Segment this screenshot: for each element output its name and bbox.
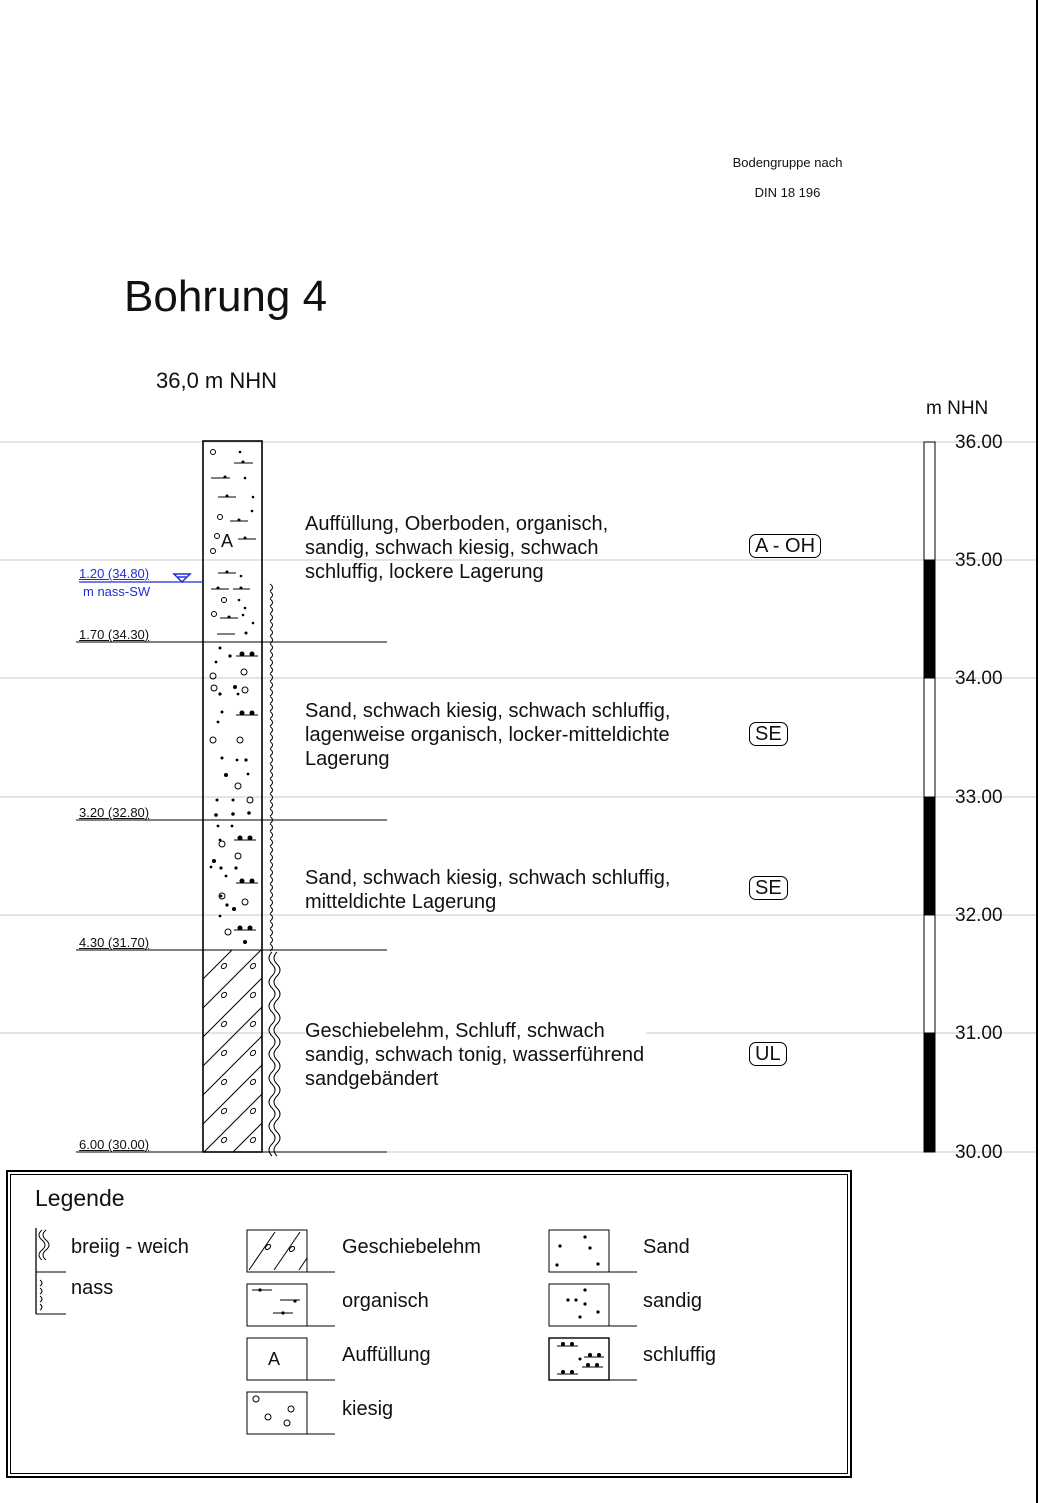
page-title: Bohrung 4 bbox=[124, 272, 328, 321]
depth-label-4: 6.00 (30.00) bbox=[79, 1137, 150, 1152]
nass-mark bbox=[270, 629, 273, 636]
nass-mark bbox=[270, 599, 273, 606]
nass-mark bbox=[270, 937, 273, 944]
gravel-symbols bbox=[210, 669, 253, 935]
legend-title: Legende bbox=[35, 1185, 125, 1211]
layer-4-line-1: Geschiebelehm, Schluff, schwach bbox=[305, 1020, 605, 1042]
scale-tick-34: 34.00 bbox=[955, 668, 1003, 689]
nass-mark bbox=[270, 884, 273, 891]
scale-tick-33: 33.00 bbox=[955, 787, 1003, 808]
nass-mark bbox=[270, 742, 273, 749]
legend-label-sand: Sand bbox=[643, 1236, 690, 1258]
nass-mark bbox=[270, 892, 273, 899]
nass-mark bbox=[270, 682, 273, 689]
legend-label-breiig-weich: breiig - weich bbox=[71, 1236, 189, 1258]
nass-mark bbox=[270, 772, 273, 779]
nass-mark bbox=[270, 809, 273, 816]
nass-mark bbox=[270, 802, 273, 809]
nass-mark bbox=[270, 727, 273, 734]
layer-1-line-1: Auffüllung, Oberboden, organisch, bbox=[305, 513, 609, 535]
layer-4-line-3: sandgebändert bbox=[305, 1068, 439, 1090]
nass-mark bbox=[270, 862, 273, 869]
scale-tick-32: 32.00 bbox=[955, 905, 1003, 926]
legend-label-kiesig: kiesig bbox=[342, 1398, 394, 1420]
breiig-weich-consistency-symbols bbox=[269, 952, 280, 1156]
nass-mark bbox=[270, 749, 273, 756]
nass-mark bbox=[270, 839, 273, 846]
nass-mark bbox=[270, 907, 273, 914]
nass-mark bbox=[270, 922, 273, 929]
nass-mark bbox=[270, 667, 273, 674]
layer-3-line-2: mitteldichte Lagerung bbox=[305, 891, 497, 913]
layer-2-line-3: Lagerung bbox=[305, 748, 390, 770]
nass-mark bbox=[270, 869, 273, 876]
scale-tick-35: 35.00 bbox=[955, 550, 1003, 571]
nass-mark bbox=[270, 704, 273, 711]
soil-group-badge-1: A - OH bbox=[749, 534, 821, 558]
nass-mark bbox=[270, 592, 273, 599]
depth-label-3: 4.30 (31.70) bbox=[79, 935, 150, 950]
depth-label-1: 1.70 (34.30) bbox=[79, 627, 150, 642]
nass-mark bbox=[270, 764, 273, 771]
groundwater-level: 1.20 (34.80) bbox=[79, 566, 150, 581]
nass-mark bbox=[270, 824, 273, 831]
nass-mark bbox=[270, 929, 273, 936]
nass-mark bbox=[270, 644, 273, 651]
nass-mark bbox=[270, 899, 273, 906]
legend-label-auffuellung: Auffüllung bbox=[342, 1344, 431, 1366]
scale-tick-30: 30.00 bbox=[955, 1142, 1003, 1163]
layer-3-line-1: Sand, schwach kiesig, schwach schluffig, bbox=[305, 867, 671, 889]
nass-mark bbox=[270, 719, 273, 726]
nass-mark bbox=[270, 832, 273, 839]
legend-label-nass: nass bbox=[71, 1277, 114, 1299]
layer-4-line-2: sandig, schwach tonig, wasserführend bbox=[305, 1044, 645, 1066]
nass-mark bbox=[270, 622, 273, 629]
nass-mark bbox=[270, 734, 273, 741]
depth-label-2: 3.20 (32.80) bbox=[79, 805, 150, 820]
din-line-2: DIN 18 196 bbox=[754, 185, 821, 200]
layer-description-4 bbox=[305, 1019, 646, 1091]
nass-consistency-symbols bbox=[270, 584, 273, 951]
din-line-1: Bodengruppe nach bbox=[732, 155, 843, 170]
legend-label-sandig: sandig bbox=[643, 1290, 702, 1312]
breiig-weich-wave bbox=[274, 952, 280, 1156]
scale-tick-36: 36.00 bbox=[955, 432, 1003, 453]
surface-elevation: 36,0 m NHN bbox=[156, 368, 278, 393]
layer-description-3 bbox=[305, 866, 670, 914]
scale-tick-31: 31.00 bbox=[955, 1023, 1003, 1044]
nass-mark bbox=[270, 787, 273, 794]
legend-label-geschiebelehm: Geschiebelehm bbox=[342, 1236, 481, 1258]
nass-mark bbox=[270, 854, 273, 861]
elevation-scale-bar bbox=[924, 442, 935, 1152]
layer-description-2 bbox=[305, 699, 670, 771]
nass-mark bbox=[270, 697, 273, 704]
layer-2-line-1: Sand, schwach kiesig, schwach schluffig, bbox=[305, 700, 671, 722]
legend-label-organisch: organisch bbox=[342, 1290, 429, 1312]
legend-box bbox=[6, 1170, 852, 1478]
scale-unit: m NHN bbox=[926, 398, 989, 419]
layer-description-1 bbox=[305, 512, 608, 584]
nass-mark bbox=[270, 614, 273, 621]
nass-mark bbox=[270, 659, 273, 666]
geschiebelehm-layer-hatch bbox=[203, 950, 262, 1152]
legend-fill-symbol: A bbox=[268, 1349, 281, 1369]
soil-group-badge-4: UL bbox=[749, 1042, 787, 1066]
layer-2-line-2: lagenweise organisch, locker-mitteldichte bbox=[305, 724, 670, 746]
nass-mark bbox=[270, 757, 273, 764]
layer-1-line-2: sandig, schwach kiesig, schwach bbox=[305, 537, 599, 559]
soil-group-badge-2: SE bbox=[749, 722, 788, 746]
nass-mark bbox=[270, 847, 273, 854]
soil-group-badge-3: SE bbox=[749, 876, 788, 900]
fill-layer-symbols bbox=[211, 450, 257, 635]
nass-mark bbox=[270, 689, 273, 696]
nass-mark bbox=[270, 779, 273, 786]
fill-symbol-label: A bbox=[221, 531, 234, 551]
layer-1-line-3: schluffig, lockere Lagerung bbox=[305, 561, 544, 583]
groundwater-label: m nass-SW bbox=[83, 584, 151, 599]
nass-mark bbox=[270, 877, 273, 884]
legend-label-schluffig: schluffig bbox=[643, 1344, 717, 1366]
nass-mark bbox=[270, 652, 273, 659]
nass-mark bbox=[270, 584, 273, 591]
nass-mark bbox=[270, 712, 273, 719]
nass-mark bbox=[270, 607, 273, 614]
groundwater-annotation bbox=[79, 565, 150, 601]
